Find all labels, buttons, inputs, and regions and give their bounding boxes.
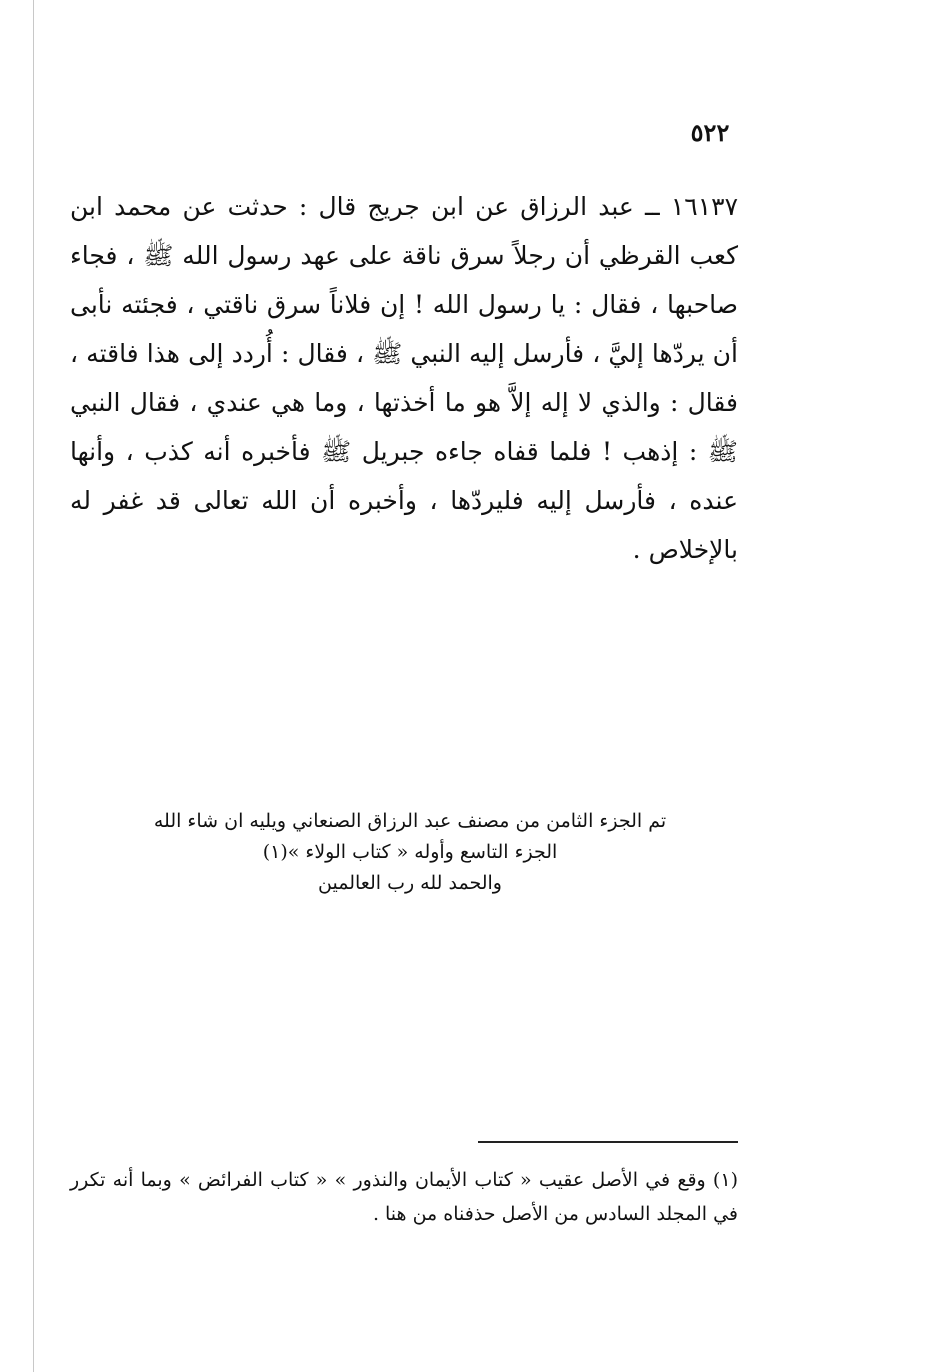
binding-margin-line xyxy=(33,0,34,1372)
footnote-separator xyxy=(478,1141,738,1143)
page-number: ٥٢٢ xyxy=(690,118,730,147)
hadith-paragraph xyxy=(70,182,738,574)
colophon xyxy=(140,806,680,899)
colophon-line-2: الجزء التاسع وأوله « كتاب الولاء »(١) xyxy=(262,841,558,863)
hadith-text: ١٦١٣٧ ــ عبد الرزاق عن ابن جريج قال : حدثت عن محمد ابن كعب القرظي أن رجلاً سرق ناقة على عهد رسول الله ﷺ ، فجاء صاحبها ، فقال : يا رسول الله ! إن فلاناً سرق ناقتي ، فجئته نأبى أن يردّها إليَّ ، فأرسل إليه النبي ﷺ ، فقال : أُردد إلى هذا فاقته ، فقال : والذي لا إله إلاَّ هو ما أخذتها ، وما هي عندي ، فقال النبي ﷺ : إذهب ! فلما قفاه جاءه جبريل ﷺ فأخبره أنه كذب ، وأنها عنده ، فأرسل إليه فليردّها ، وأخبره أن الله تعالى قد غفر له بالإخلاص . xyxy=(70,192,738,564)
colophon-line-1: تم الجزء الثامن من مصنف عبد الرزاق الصنعاني ويليه ان شاء الله xyxy=(153,810,667,832)
footnote xyxy=(70,1163,738,1231)
footnote-text: (١) وقع في الأصل عقيب « كتاب الأيمان والنذور » « كتاب الفرائض » وبما أنه تكرر في المجلد السادس من الأصل حذفناه من هنا . xyxy=(70,1169,738,1225)
colophon-line-3: والحمد لله رب العالمين xyxy=(318,872,502,894)
